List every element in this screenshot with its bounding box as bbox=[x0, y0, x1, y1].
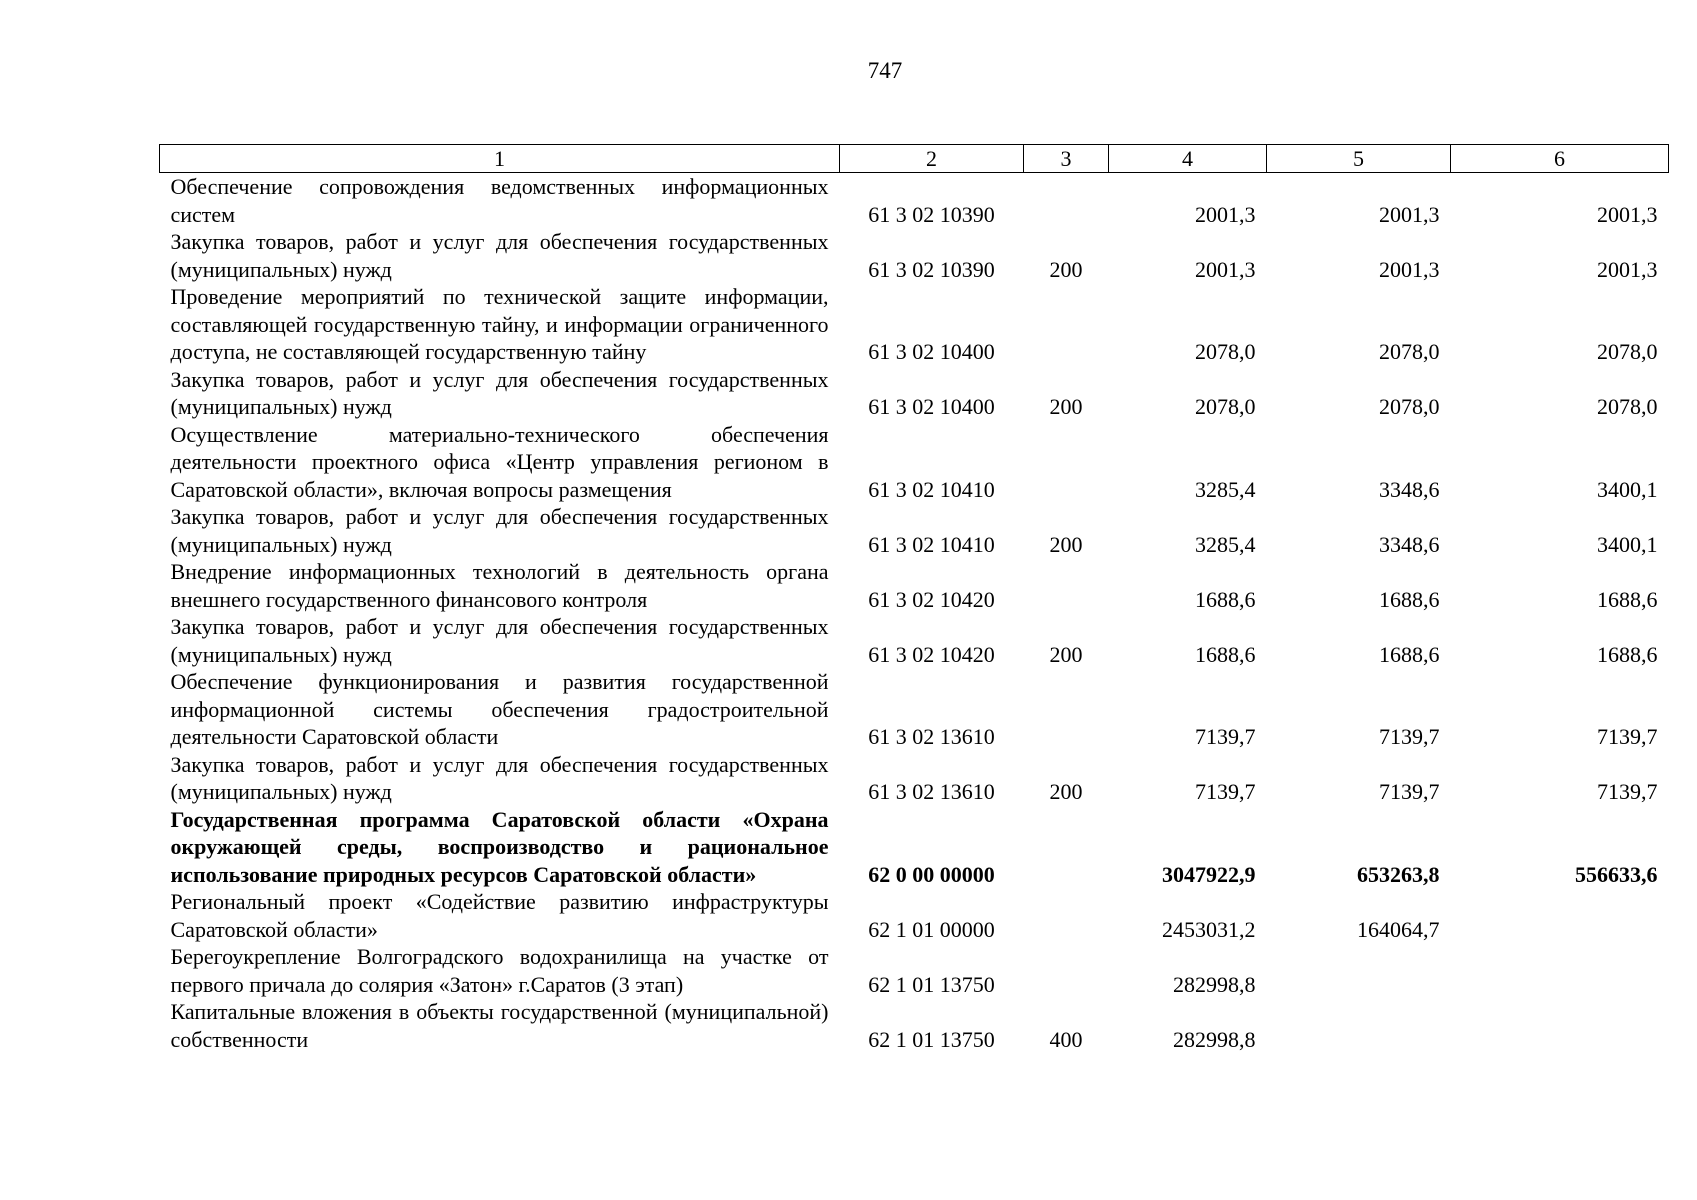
row-description: Закупка товаров, работ и услуг для обеспечения государственных (муниципальных) нужд bbox=[170, 366, 829, 419]
budget-table bbox=[159, 144, 1669, 1053]
table-row bbox=[160, 503, 1669, 558]
row-value-col4: 2078,0 bbox=[1195, 394, 1256, 419]
row-expense-type bbox=[1024, 888, 1109, 943]
row-value-col6: 7139,7 bbox=[1597, 779, 1658, 804]
row-value-col4: 3285,4 bbox=[1195, 476, 1256, 502]
row-code: 61 3 02 10410 bbox=[868, 531, 995, 557]
row-description: Берегоукрепление Волгоградского водохранилища на участке от первого причала до солярия «Затон» г.Саратов (3 этап) bbox=[170, 944, 829, 997]
row-value-col5 bbox=[1267, 998, 1451, 1053]
row-expense-type: 200 bbox=[1049, 641, 1083, 667]
table-row bbox=[160, 421, 1669, 504]
row-value-col6: 2078,0 bbox=[1597, 339, 1658, 364]
row-description: Осуществление материально-технического обеспечения деятельности проектного офиса «Центр управления регионом в Саратовской области», включая вопросы размещения bbox=[170, 421, 829, 502]
row-value-col5 bbox=[1267, 943, 1451, 998]
row-value-col4: 282998,8 bbox=[1173, 971, 1256, 997]
row-expense-type: 200 bbox=[1049, 256, 1083, 282]
row-code: 61 3 02 10420 bbox=[868, 641, 995, 667]
row-description: Проведение мероприятий по технической защите информации, составляющей государственную тайну, и информации ограниченного доступа, не составляющей государственную тайну bbox=[170, 284, 829, 364]
row-value-col6: 556633,6 bbox=[1575, 861, 1658, 887]
row-value-col5: 164064,7 bbox=[1357, 916, 1440, 942]
row-expense-type bbox=[1024, 173, 1109, 229]
row-value-col6 bbox=[1451, 943, 1669, 998]
row-value-col5: 7139,7 bbox=[1379, 724, 1440, 749]
row-code: 62 1 01 00000 bbox=[868, 916, 995, 942]
row-expense-type: 200 bbox=[1049, 394, 1083, 419]
row-value-col4: 7139,7 bbox=[1195, 724, 1256, 749]
row-value-col6: 2078,0 bbox=[1597, 394, 1658, 419]
row-value-col4: 2078,0 bbox=[1195, 339, 1256, 364]
row-expense-type: 200 bbox=[1049, 779, 1083, 804]
row-code: 61 3 02 10390 bbox=[868, 256, 995, 282]
row-value-col5: 1688,6 bbox=[1379, 641, 1440, 667]
row-code: 61 3 02 10400 bbox=[868, 339, 995, 364]
row-value-col6: 3400,1 bbox=[1597, 531, 1658, 557]
column-header-4: 4 bbox=[1109, 145, 1267, 173]
row-description: Обеспечение сопровождения ведомственных информационных систем bbox=[170, 174, 829, 227]
row-value-col5: 3348,6 bbox=[1379, 476, 1440, 502]
page-number: 747 bbox=[867, 58, 903, 83]
row-expense-type bbox=[1024, 943, 1109, 998]
table-row bbox=[160, 751, 1669, 806]
row-code: 62 0 00 00000 bbox=[868, 861, 995, 887]
column-header-6: 6 bbox=[1451, 145, 1669, 173]
column-header-5: 5 bbox=[1267, 145, 1451, 173]
row-value-col6: 2001,3 bbox=[1597, 201, 1658, 227]
table-row bbox=[160, 283, 1669, 366]
row-code: 61 3 02 10390 bbox=[868, 201, 995, 227]
row-description: Закупка товаров, работ и услуг для обеспечения государственных (муниципальных) нужд bbox=[170, 614, 829, 667]
row-description: Закупка товаров, работ и услуг для обеспечения государственных (муниципальных) нужд bbox=[170, 751, 829, 804]
row-value-col5: 3348,6 bbox=[1379, 531, 1440, 557]
table-row bbox=[160, 668, 1669, 751]
row-value-col6 bbox=[1451, 888, 1669, 943]
table-row bbox=[160, 173, 1669, 229]
row-description: Закупка товаров, работ и услуг для обеспечения государственных (муниципальных) нужд bbox=[170, 504, 829, 557]
row-code: 62 1 01 13750 bbox=[868, 971, 995, 997]
row-code: 61 3 02 10400 bbox=[868, 394, 995, 419]
row-value-col5: 2078,0 bbox=[1379, 394, 1440, 419]
row-description: Региональный проект «Содействие развитию инфраструктуры Саратовской области» bbox=[170, 889, 829, 942]
row-code: 61 3 02 10410 bbox=[868, 476, 995, 502]
column-header-1: 1 bbox=[160, 145, 840, 173]
row-value-col4: 3285,4 bbox=[1195, 531, 1256, 557]
row-code: 62 1 01 13750 bbox=[868, 1026, 995, 1052]
row-value-col6: 7139,7 bbox=[1597, 724, 1658, 749]
row-code: 61 3 02 13610 bbox=[868, 779, 995, 804]
row-value-col6 bbox=[1451, 998, 1669, 1053]
row-value-col4: 3047922,9 bbox=[1162, 861, 1256, 887]
column-header-2: 2 bbox=[840, 145, 1024, 173]
row-value-col4: 2001,3 bbox=[1195, 201, 1256, 227]
row-description: Государственная программа Саратовской области «Охрана окружающей среды, воспроизводство и рациональное использование природных ресурсов Саратовской области» bbox=[170, 806, 829, 887]
table-row bbox=[160, 366, 1669, 421]
row-value-col6: 1688,6 bbox=[1597, 641, 1658, 667]
row-expense-type: 400 bbox=[1049, 1026, 1083, 1052]
row-value-col4: 1688,6 bbox=[1195, 641, 1256, 667]
row-value-col5: 2001,3 bbox=[1379, 201, 1440, 227]
row-value-col6: 2001,3 bbox=[1597, 256, 1658, 282]
column-header-3: 3 bbox=[1024, 145, 1109, 173]
table-row bbox=[160, 806, 1669, 889]
row-description: Обеспечение функционирования и развития государственной информационной системы обеспечения градостроительной деятельности Саратовской области bbox=[170, 669, 829, 749]
row-code: 61 3 02 13610 bbox=[868, 724, 995, 749]
table-row bbox=[160, 943, 1669, 998]
row-value-col4: 2001,3 bbox=[1195, 256, 1256, 282]
row-description: Внедрение информационных технологий в деятельность органа внешнего государственного финансового контроля bbox=[170, 559, 829, 612]
row-expense-type: 200 bbox=[1049, 531, 1083, 557]
table-row bbox=[160, 888, 1669, 943]
table-row bbox=[160, 613, 1669, 668]
table-row bbox=[160, 558, 1669, 613]
row-expense-type bbox=[1024, 558, 1109, 613]
row-value-col5: 2078,0 bbox=[1379, 339, 1440, 364]
row-value-col5: 7139,7 bbox=[1379, 779, 1440, 804]
row-value-col4: 2453031,2 bbox=[1162, 916, 1256, 942]
row-description: Закупка товаров, работ и услуг для обеспечения государственных (муниципальных) нужд bbox=[170, 229, 829, 282]
row-expense-type bbox=[1024, 421, 1109, 504]
row-value-col5: 1688,6 bbox=[1379, 586, 1440, 612]
row-value-col6: 3400,1 bbox=[1597, 476, 1658, 502]
table-row bbox=[160, 228, 1669, 283]
row-code: 61 3 02 10420 bbox=[868, 586, 995, 612]
row-expense-type bbox=[1024, 806, 1109, 889]
row-value-col4: 1688,6 bbox=[1195, 586, 1256, 612]
row-value-col4: 282998,8 bbox=[1173, 1026, 1256, 1052]
row-value-col4: 7139,7 bbox=[1195, 779, 1256, 804]
row-expense-type bbox=[1024, 668, 1109, 751]
table-row bbox=[160, 998, 1669, 1053]
row-value-col5: 653263,8 bbox=[1357, 861, 1440, 887]
row-description: Капитальные вложения в объекты государственной (муниципальной) собственности bbox=[170, 999, 829, 1052]
row-value-col5: 2001,3 bbox=[1379, 256, 1440, 282]
header-row bbox=[160, 145, 1669, 173]
row-value-col6: 1688,6 bbox=[1597, 586, 1658, 612]
row-expense-type bbox=[1024, 283, 1109, 366]
